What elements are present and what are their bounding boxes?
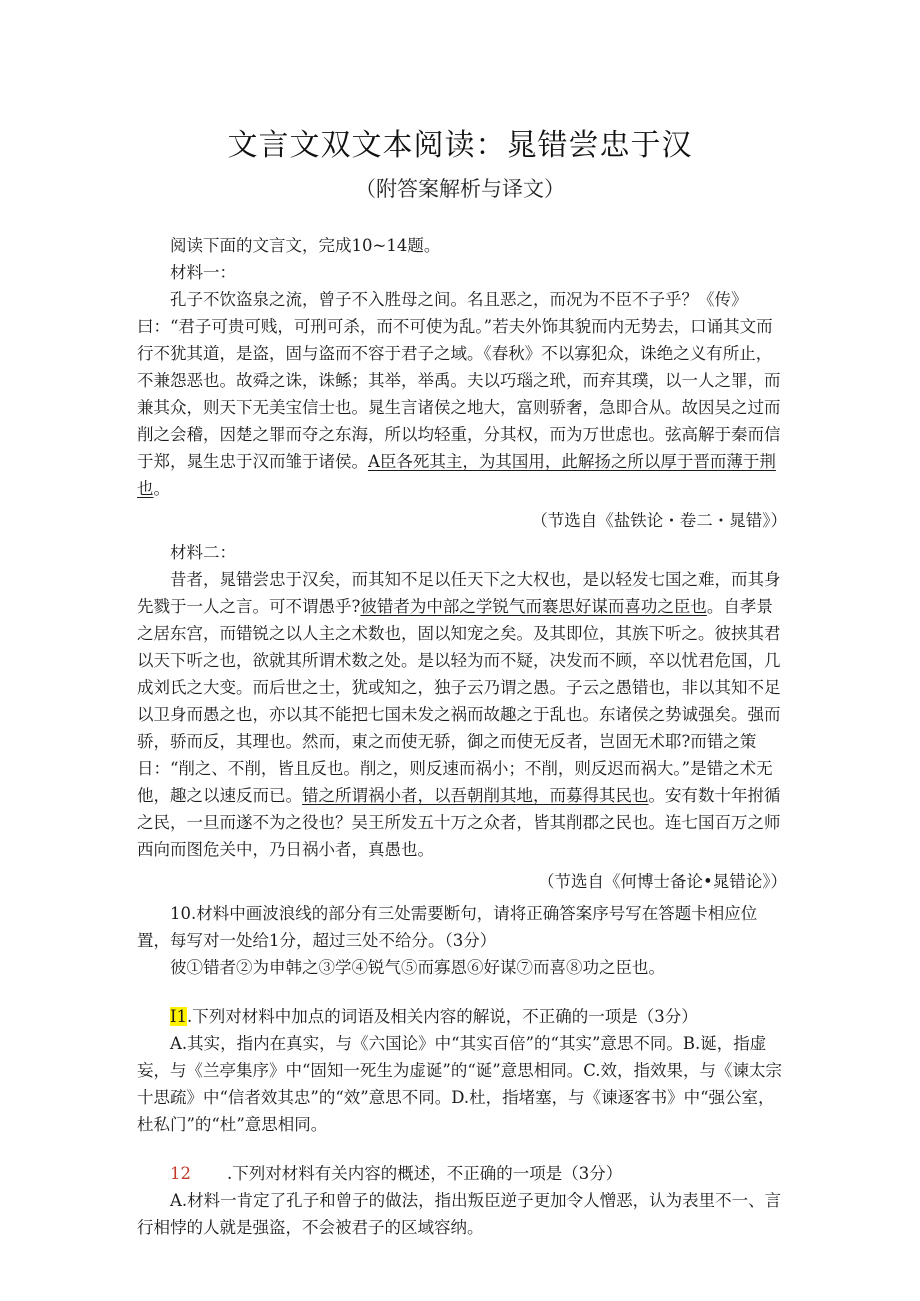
material-two-part3: 。安有数十年拊循之民，一旦而遂不为之役也？吴王所发五十万之众者，皆其削郡之民也。连七国百万之师西向而图危关中，乃日祸小者，真愚也。	[137, 786, 781, 859]
question-12-option-a: A.材料一肯定了孔子和曾子的做法，指出叛臣逆子更加令人憎恶，认为表里不一、言行相悖的人就是强盗，不会被君子的区域容纳。	[137, 1191, 782, 1237]
question-11	[137, 1003, 787, 1030]
material-one-underlined: A臣各死其主，为其国用，此解扬之所以厚于晋而薄于荆也	[137, 452, 776, 498]
material-one-text	[137, 286, 787, 502]
material-two-part2: 。自孝景之居东宫，而错锐之以人主之术数也，固以知宠之矣。及其即位，其族下听之。彼挟其君以天下听之也，欲就其所谓术数之处。是以轻为而不疑，决发而不顾，卒以忧君危国，几成刘氏之大变。而后世之士，犹或知之，独子云乃谓之愚。子云之愚错也，非以其知不足以卫身而愚之也，亦以其不能把七国未发之祸而故趣之于乱也。东诸侯之势诚强矣。强而骄，骄而反，其理也。然而，東之而使无骄，御之而使无反者，岂固无术耶?而错之策日：“削之、不削，皆且反也。削之，则反速而祸小；不削，则反迟而祸大。”是错之术无他，趣之以速反而已。	[137, 597, 781, 805]
question-11-stem: 下列对材料中加点的词语及相关内容的解说，不正确的一项是（3分）	[192, 1007, 698, 1026]
document-subtitle: （附答案解析与译文）	[355, 177, 565, 201]
question-10-number: 10	[170, 904, 191, 923]
material-two-underlined: 错之所谓祸小者，以吾朝削其地，而募得其民也	[302, 786, 649, 805]
question-10	[137, 900, 787, 954]
intro-text: 阅读下面的文言文，完成10~14题。	[170, 236, 441, 255]
material-two-wavy-sentence: 彼错者为中部之学锐气而褰思好谋而喜功之臣也	[360, 597, 707, 616]
material-one-body: 孔子不饮盗泉之流，曾子不入胜母之间。名且恶之，而况为不臣不子乎？《传》曰：“君子可贵可贱，可刑可杀，而不可使为乱。”若夫外饰其貌而内无势去，口诵其文而行不犹其道，是盗，固与盗而不容于君子之域。《春秋》不以寡犯众，诛绝之义有所止，不兼怨恶也。故舜之诛，诛鲧；其举，举禹。夫以巧瑙之玳，而弃其璞，以一人之罪，而兼其众，则天下无美宝信士也。晁生言诸侯之地大，富则骄奢，急即合从。故因吴之过而削之会稽，因楚之罪而夺之东海，所以均轻重，分其权，而为万世虑也。弦高解于秦而信于郑，晁生忠于汉而雏于诸侯。	[137, 290, 781, 471]
question-11-number-highlight: I1	[170, 1007, 188, 1026]
question-11-dot: .	[187, 1007, 193, 1026]
question-11-options: A.其实，指内在真实，与《六国论》中“其实百倍”的“其实”意思不同。B.诞，指虚妄，与《兰亭集序》中“固知一死生为虚诞”的“诞”意思相同。C.效，指效果，与《谏太宗十思疏》中“信者效其忠”的“效”意思不同。D.杜，指堵塞，与《谏逐客书》中“强公室，杜私门”的“杜”意思相同。	[137, 1034, 783, 1134]
material-two-part1: 昔者，晁错尝忠于汉矣，而其知不足以任天下之大权也，是以轻发七国之难，而其身先戮于一人之言。可不谓愚乎?	[137, 570, 781, 616]
material-two-text	[137, 566, 787, 863]
question-12-number: 12	[170, 1164, 191, 1183]
spacer	[137, 981, 787, 1003]
question-10-options: 彼①错者②为申韩之③学④锐气⑤而寡恩⑥好谋⑦而喜⑧功之臣也。	[170, 958, 665, 977]
document-body	[137, 232, 787, 1241]
spacer	[137, 1138, 787, 1160]
material-one-source: （节选自《盐铁论・卷二・晁错》）	[531, 511, 787, 530]
question-10-stem: .材料中画波浪线的部分有三处需要断句，请将正确答案序号写在答题卡相应位置，每写对一处给1分，超过三处不给分。（3分）	[137, 904, 758, 950]
question-12	[137, 1160, 787, 1187]
question-12-stem: .下列对材料有关内容的概述，不正确的一项是（3分）	[227, 1164, 623, 1183]
document-title: 文言文双文本阅读：晁错尝忠于汉	[227, 128, 693, 163]
material-two-source: （节选自《何博士备论•晁错论》）	[538, 872, 787, 891]
material-two-label: 材料二：	[170, 543, 236, 562]
material-one-end: 。	[153, 479, 170, 498]
material-one-label: 材料一：	[170, 263, 236, 282]
